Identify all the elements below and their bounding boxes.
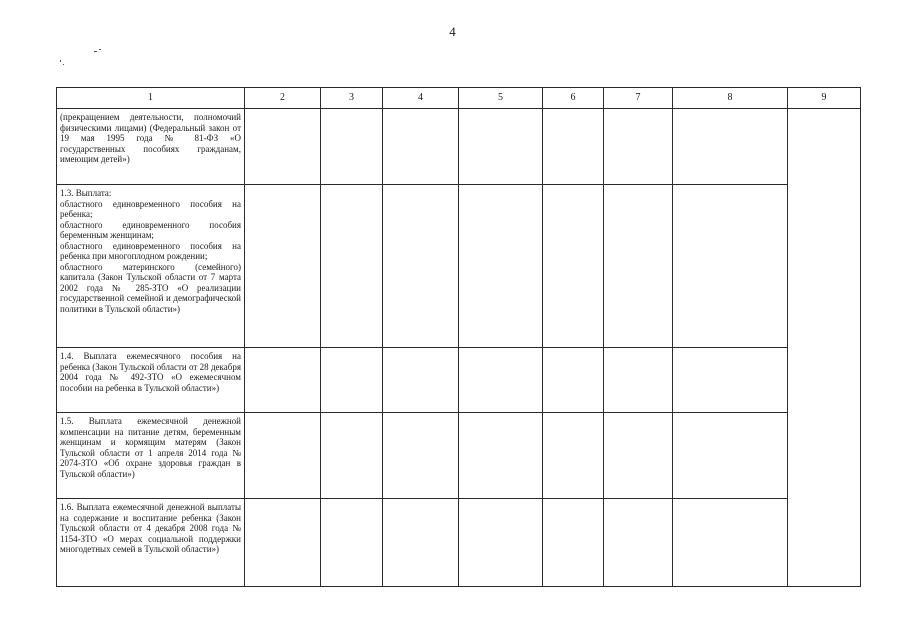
- table-cell: [459, 413, 543, 499]
- table-cell: [543, 499, 604, 587]
- table-cell: [321, 109, 383, 185]
- table-cell: [383, 348, 459, 413]
- table-cell: [673, 109, 788, 185]
- table-cell: [245, 413, 321, 499]
- column-header-8: 8: [673, 88, 788, 109]
- row-text: 1.5. Выплата ежемесячной денежной компенсации на питание детям, беременным женщинам и кормящим матерям (Закон Тульской области от 1 апреля 2014 года № 2074-ЗТО «Об охране здоровья граждан в Тульской области»): [60, 416, 241, 479]
- column-header-3: 3: [321, 88, 383, 109]
- column-header-7: 7: [604, 88, 673, 109]
- table-cell: [321, 185, 383, 348]
- table-cell: [673, 413, 788, 499]
- row-text: (прекращением деятельности, полномочий физическими лицами) (Федеральный закон от 19 мая 1995 года № 81-ФЗ «О государственных пособиях гражданам, имеющим детей»): [60, 112, 241, 164]
- table-cell: [604, 348, 673, 413]
- table-row: [57, 185, 861, 348]
- table-cell: [383, 413, 459, 499]
- column-header-2: 2: [245, 88, 321, 109]
- table-row: [57, 499, 861, 587]
- table-cell: [459, 185, 543, 348]
- row-text: 1.6. Выплата ежемесячной денежной выплаты на содержание и воспитание ребенка (Закон Тульской области от 4 декабря 2008 года № 1154-ЗТО «О мерах социальной поддержки многодетных семей в Тульской области»): [60, 502, 241, 554]
- table-cell: [673, 348, 788, 413]
- row-text: областного единовременного пособия беременным женщинам;: [60, 219, 241, 240]
- table-cell: [245, 348, 321, 413]
- column-header-6: 6: [543, 88, 604, 109]
- row-text: областного единовременного пособия на ребенка;: [60, 198, 241, 219]
- table-cell: [604, 185, 673, 348]
- column-header-4: 4: [383, 88, 459, 109]
- row-text: областного единовременного пособия на ребенка при многоплодном рождении;: [60, 240, 241, 261]
- row-description: [57, 348, 245, 413]
- page-number: 4: [449, 24, 456, 39]
- table-cell: [383, 499, 459, 587]
- table-row: [57, 413, 861, 499]
- table-cell: [543, 185, 604, 348]
- table-cell: [245, 109, 321, 185]
- table-cell: [459, 109, 543, 185]
- column-header-1: 1: [57, 88, 245, 109]
- row-description: [57, 413, 245, 499]
- row-description: [57, 499, 245, 587]
- table-cell: [673, 185, 788, 348]
- table-cell: [383, 185, 459, 348]
- table-cell: [321, 499, 383, 587]
- table-cell: [604, 109, 673, 185]
- row-description: [57, 109, 245, 185]
- table-cell: [245, 185, 321, 348]
- table-cell: [604, 413, 673, 499]
- table-cell: [543, 348, 604, 413]
- scan-mark: [94, 51, 97, 52]
- table-cell-merged: [788, 109, 861, 587]
- table-cell: [459, 348, 543, 413]
- table-cell: [245, 499, 321, 587]
- column-header-5: 5: [459, 88, 543, 109]
- row-text: 1.4. Выплата ежемесячного пособия на ребенка (Закон Тульской области от 28 декабря 2004 года № 492-ЗТО «О ежемесячном пособии на ребенка в Тульской области»): [60, 351, 241, 393]
- header-row: [57, 88, 861, 109]
- scan-mark: [63, 64, 64, 65]
- table-cell: [321, 413, 383, 499]
- row-text: областного материнского (семейного) капитала (Закон Тульской области от 7 марта 2002 года № 285-ЗТО «О реализации государственной семейной и демографической политики в Тульской области»): [60, 261, 241, 314]
- scan-mark: [99, 49, 101, 50]
- row-description: [57, 185, 245, 348]
- table-cell: [383, 109, 459, 185]
- row-text: 1.3. Выплата:: [60, 188, 112, 198]
- table-cell: [543, 413, 604, 499]
- table-cell: [459, 499, 543, 587]
- scan-mark: [60, 60, 61, 62]
- table-cell: [543, 109, 604, 185]
- table-row: [57, 109, 861, 185]
- column-header-9: 9: [788, 88, 861, 109]
- document-table: [56, 87, 861, 587]
- table-row: [57, 348, 861, 413]
- table-cell: [673, 499, 788, 587]
- table-cell: [321, 348, 383, 413]
- table-cell: [604, 499, 673, 587]
